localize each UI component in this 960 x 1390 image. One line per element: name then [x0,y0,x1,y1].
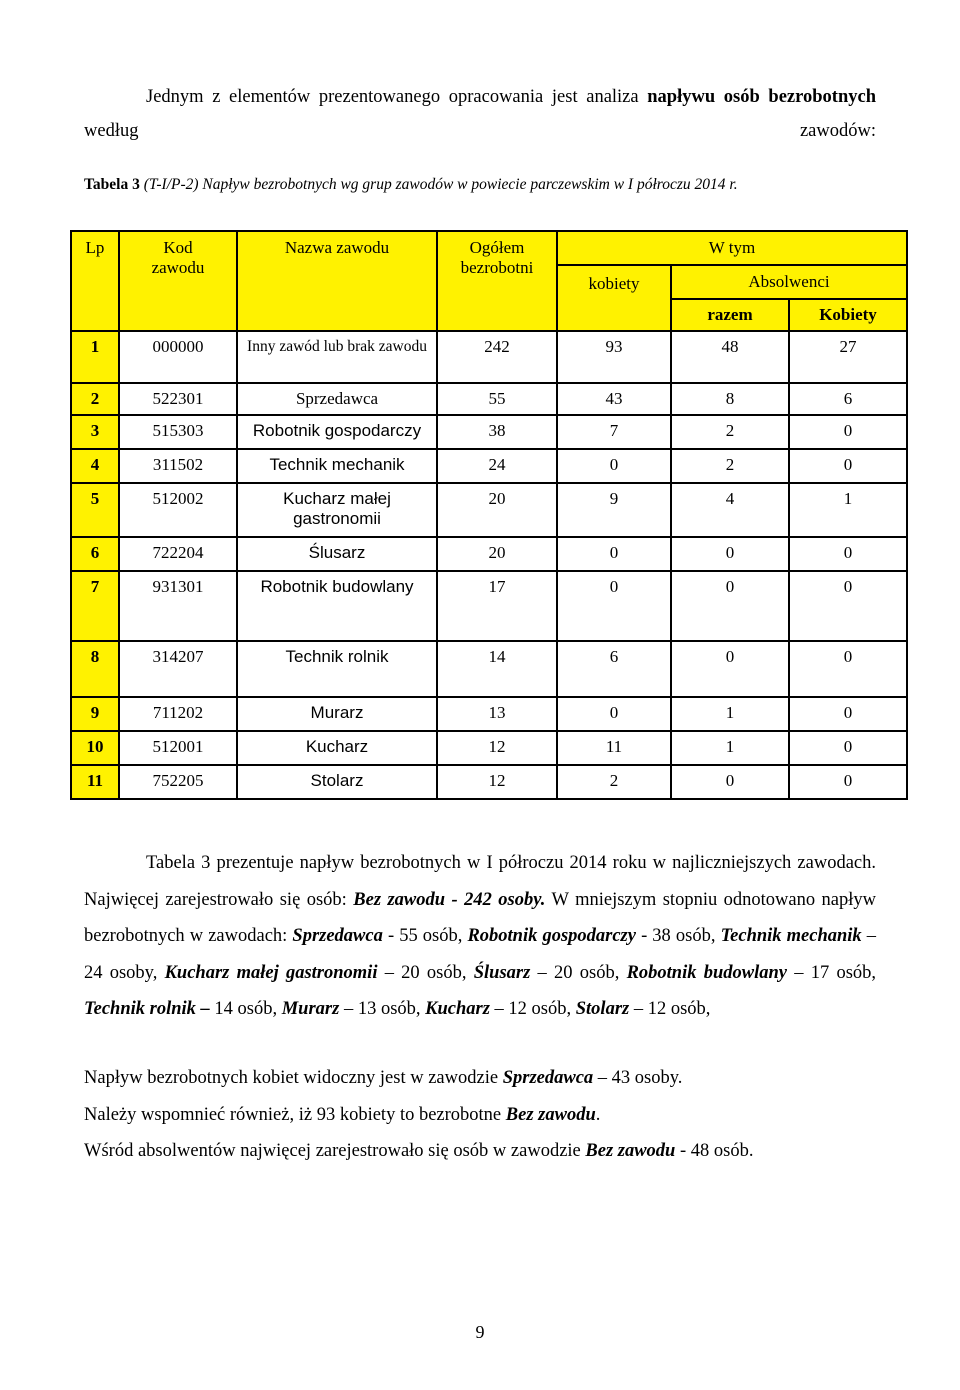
cell-nazwa: Robotnik gospodarczy [237,415,437,449]
intro-text-end: według zawodów: [84,121,876,141]
cell-ogolem: 12 [437,765,557,799]
table-row [71,765,907,799]
cell-ogolem: 242 [437,331,557,383]
cell-razem: 1 [671,731,789,765]
table-row [71,731,907,765]
summary-text: W mniejszym stopniu odnotowano napływ bezrobotnych w zawodach: [84,889,877,946]
cell-lp: 11 [71,765,119,799]
cell-abs_kobiety: 0 [789,765,907,799]
cell-lp: 10 [71,731,119,765]
header-razem: razem [671,299,789,331]
table-row [71,449,907,483]
line-text: Napływ bezrobotnych kobiet widoczny jest w zawodzie [84,1068,499,1088]
summary-text: – 13 osób, [343,999,421,1019]
cell-kod: 711202 [119,697,237,731]
intro-text: Jednym z elementów prezentowanego opracowania jest analiza [146,87,639,107]
women-bez-zawodu-line [84,1105,600,1126]
summary-text: – 20 osób, [384,962,467,983]
intro-paragraph [84,80,876,148]
cell-kod: 522301 [119,383,237,415]
cell-nazwa: Murarz [237,697,437,731]
table-row [71,697,907,731]
highlight-occupation: Sprzedawca [502,1068,594,1088]
cell-nazwa: Kucharz małej gastronomii [237,483,437,537]
cell-kobiety: 0 [557,449,671,483]
cell-kod: 000000 [119,331,237,383]
summary-text: - 38 osób, [641,926,716,946]
cell-ogolem: 55 [437,383,557,415]
table-caption [84,176,738,194]
cell-abs_kobiety: 0 [789,697,907,731]
women-line [84,1068,682,1089]
cell-kod: 512002 [119,483,237,537]
cell-kod: 314207 [119,641,237,697]
inflow-table [70,230,908,800]
summary-text: – 17 osób, [794,962,877,983]
header-kod: Kod zawodu [119,231,237,331]
table-row [71,537,907,571]
cell-kobiety: 6 [557,641,671,697]
cell-kod: 512001 [119,731,237,765]
line-text: . [595,1105,601,1125]
header-kobiety: kobiety [557,265,671,331]
cell-abs_kobiety: 0 [789,641,907,697]
summary-text: - 55 osób, [387,926,463,946]
header-nazwa: Nazwa zawodu [237,231,437,331]
cell-nazwa: Stolarz [237,765,437,799]
header-kobiety2: Kobiety [789,299,907,331]
line-text: Wśród absolwentów najwięcej zarejestrowało się osób w zawodzie [84,1141,581,1161]
cell-razem: 0 [671,641,789,697]
summary-text: 14 osób, [214,999,278,1019]
cell-razem: 0 [671,537,789,571]
table-body [71,331,907,799]
intro-bold: napływu osób bezrobotnych [647,87,876,107]
highlight-occupation: Kucharz małej gastronomii [164,962,378,983]
cell-kobiety: 7 [557,415,671,449]
line-text: Należy wspomnieć również, iż 93 kobiety to bezrobotne [84,1105,502,1125]
cell-ogolem: 38 [437,415,557,449]
cell-kod: 311502 [119,449,237,483]
cell-kobiety: 0 [557,697,671,731]
highlight-occupation: Technik rolnik – [84,999,210,1019]
header-lp: Lp [71,231,119,331]
summary-text: – 24 osoby, [84,926,877,983]
cell-lp: 5 [71,483,119,537]
cell-kobiety: 43 [557,383,671,415]
cell-kobiety: 11 [557,731,671,765]
cell-kod: 931301 [119,571,237,641]
highlight-occupation: Sprzedawca [292,926,383,946]
summary-text: Tabela 3 prezentuje napływ bezrobotnych w I półroczu 2014 roku w najliczniejszych zawodach. Najwięcej zarejestrowało się osób: [84,853,876,910]
cell-kod: 722204 [119,537,237,571]
cell-lp: 6 [71,537,119,571]
highlight-occupation: Bez zawodu [505,1105,596,1125]
cell-lp: 9 [71,697,119,731]
cell-kod: 515303 [119,415,237,449]
cell-abs_kobiety: 0 [789,537,907,571]
cell-ogolem: 20 [437,537,557,571]
cell-kobiety: 93 [557,331,671,383]
cell-abs_kobiety: 0 [789,731,907,765]
cell-abs_kobiety: 0 [789,415,907,449]
cell-nazwa: Technik mechanik [237,449,437,483]
line-text: – 43 osoby. [597,1068,683,1088]
cell-kobiety: 0 [557,571,671,641]
cell-razem: 48 [671,331,789,383]
highlight-occupation: Robotnik gospodarczy [467,926,636,946]
highlight-occupation: Ślusarz [473,962,531,983]
cell-ogolem: 24 [437,449,557,483]
cell-razem: 0 [671,765,789,799]
cell-razem: 8 [671,383,789,415]
cell-abs_kobiety: 0 [789,571,907,641]
graduates-line [84,1141,753,1162]
table-row [71,383,907,415]
cell-ogolem: 20 [437,483,557,537]
cell-abs_kobiety: 0 [789,449,907,483]
cell-ogolem: 12 [437,731,557,765]
highlight-occupation: Technik mechanik [720,926,862,946]
header-wtym: W tym [557,231,907,265]
cell-abs_kobiety: 27 [789,331,907,383]
cell-razem: 4 [671,483,789,537]
summary-text: – 12 osób, [633,999,711,1019]
cell-razem: 2 [671,449,789,483]
table-row [71,641,907,697]
highlight-occupation: Bez zawodu [585,1141,676,1161]
cell-ogolem: 14 [437,641,557,697]
cell-kobiety: 2 [557,765,671,799]
cell-nazwa: Technik rolnik [237,641,437,697]
highlight-occupation: Robotnik budowlany [626,962,787,983]
table-row [71,331,907,383]
cell-nazwa: Sprzedawca [237,383,437,415]
cell-nazwa: Robotnik budowlany [237,571,437,641]
cell-razem: 0 [671,571,789,641]
cell-kod: 752205 [119,765,237,799]
cell-ogolem: 17 [437,571,557,641]
summary-paragraph [84,845,876,1028]
cell-razem: 2 [671,415,789,449]
header-ogolem: Ogółem bezrobotni [437,231,557,331]
highlight-occupation: Stolarz [575,999,630,1019]
highlight-occupation: Murarz [281,999,340,1019]
cell-ogolem: 13 [437,697,557,731]
page-number: 9 [475,1322,485,1342]
cell-lp: 3 [71,415,119,449]
cell-abs_kobiety: 6 [789,383,907,415]
cell-nazwa: Ślusarz [237,537,437,571]
table-row [71,415,907,449]
cell-lp: 2 [71,383,119,415]
highlight-occupation: Kucharz [425,999,490,1019]
cell-kobiety: 9 [557,483,671,537]
header-absolwenci: Absolwenci [671,265,907,299]
table-row [71,483,907,537]
line-text: - 48 osób. [679,1141,754,1161]
cell-razem: 1 [671,697,789,731]
caption-label: Tabela 3 [84,176,140,193]
cell-lp: 8 [71,641,119,697]
summary-text: – 20 osób, [537,962,620,983]
cell-nazwa: Inny zawód lub brak zawodu [237,331,437,383]
caption-text: (T-I/P-2) Napływ bezrobotnych wg grup zawodów w powiecie parczewskim w I półroczu 2014 r. [143,176,738,193]
cell-nazwa: Kucharz [237,731,437,765]
cell-lp: 4 [71,449,119,483]
cell-abs_kobiety: 1 [789,483,907,537]
cell-lp: 1 [71,331,119,383]
cell-lp: 7 [71,571,119,641]
summary-text: – 12 osób, [494,999,572,1019]
table-row [71,571,907,641]
highlight-bez-zawodu: Bez zawodu - 242 osoby. [353,889,546,910]
cell-kobiety: 0 [557,537,671,571]
